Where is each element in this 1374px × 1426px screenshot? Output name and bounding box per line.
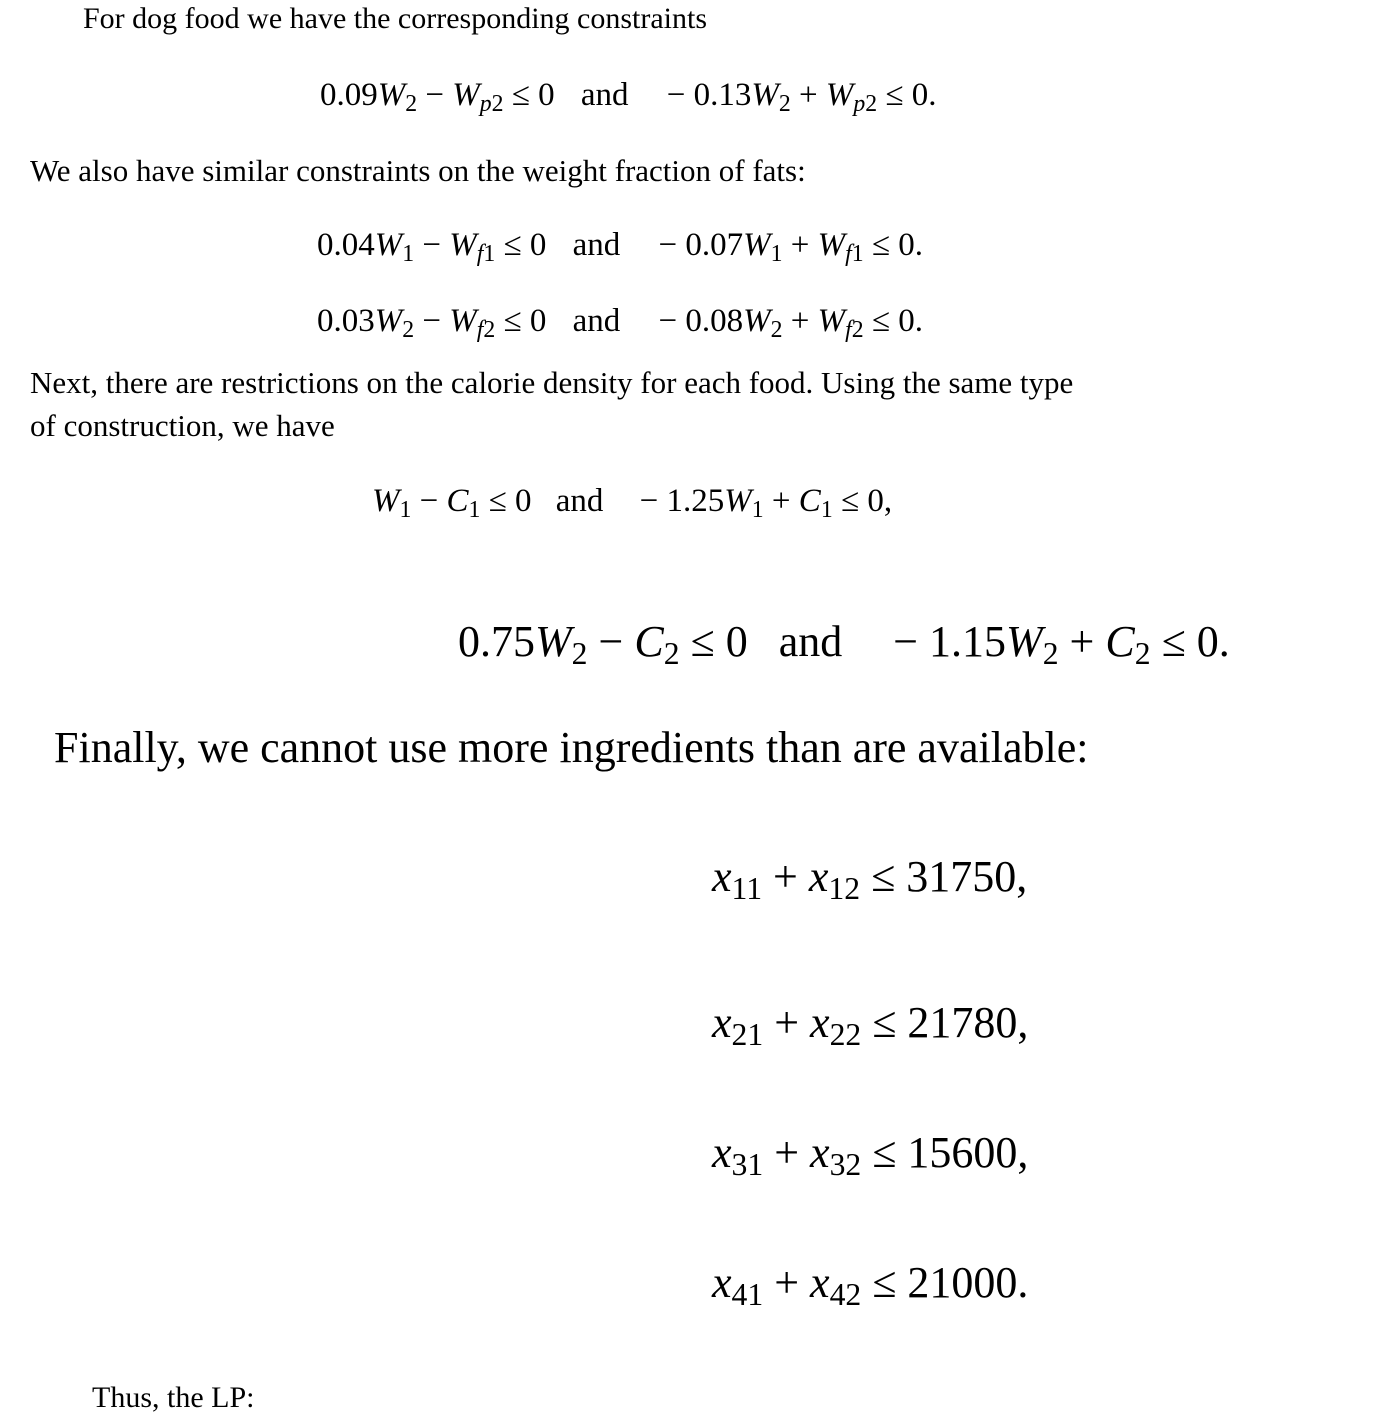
equation-protein-dog: $0.09W_2 - W_{p2} \le 0$ and − $0.13W_2 + W_{p2} \le 0$. bbox=[320, 77, 937, 117]
joiner-and: and bbox=[572, 227, 621, 263]
availability-intro-text: Finally, we cannot use more ingredients than are available: bbox=[54, 723, 1089, 772]
availability-constraint: $x_{21} + x_{22} \le 21780$, bbox=[712, 998, 1029, 1052]
joiner-and: and bbox=[580, 77, 629, 113]
dog-food-intro-text: For dog food we have the corresponding constraints bbox=[83, 2, 708, 35]
joiner-and: and bbox=[572, 303, 621, 339]
availability-constraint: $x_{31} + x_{32} \le 15600$, bbox=[712, 1128, 1029, 1182]
calorie-intro-line-2: of construction, we have bbox=[30, 408, 335, 443]
fats-intro-text: We also have similar constraints on the weight fraction of fats: bbox=[30, 153, 806, 188]
lp-intro-text: Thus, the LP: bbox=[92, 1381, 255, 1414]
equation-fat-dog: $0.03W_2 - W_{f2} \le 0$ and − $0.08W_2 + W_{f2} \le 0$. bbox=[317, 303, 923, 343]
joiner-and: and bbox=[555, 483, 604, 519]
equation-calorie-cat: $W_1 - C_1 \le 0$ and − $1.25W_1 + C_1 \le 0$, bbox=[372, 483, 893, 523]
equation-calorie-dog: $0.75W_2 - C_2 \le 0$ and − $1.15W_2 + C_2 \le 0$. bbox=[458, 617, 1230, 671]
calorie-intro-line-1: Next, there are restrictions on the calorie density for each food. Using the same type bbox=[30, 365, 1074, 400]
joiner-and: and bbox=[778, 617, 843, 666]
equation-fat-cat: $0.04W_1 - W_{f1} \le 0$ and − $0.07W_1 + W_{f1} \le 0$. bbox=[317, 227, 923, 267]
availability-constraint: $x_{41} + x_{42} \le 21000$. bbox=[712, 1258, 1029, 1312]
availability-constraint: $x_{11} + x_{12} \le 31750$, bbox=[712, 852, 1028, 906]
